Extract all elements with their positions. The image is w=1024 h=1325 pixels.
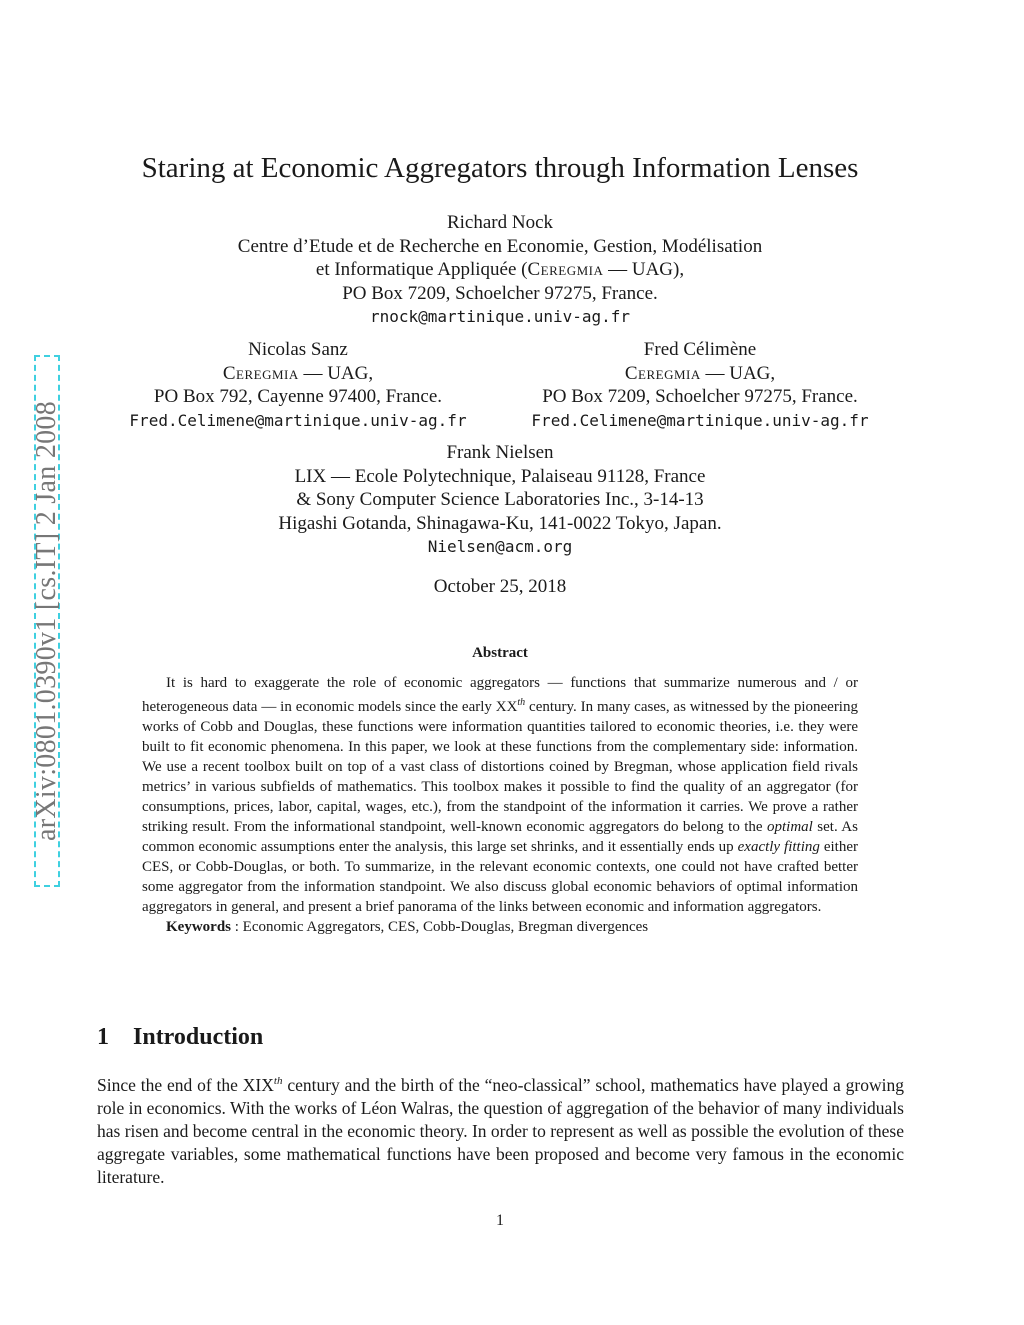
abstract-heading: Abstract xyxy=(472,645,528,661)
author-address: PO Box 7209, Schoelcher 97275, France. xyxy=(542,386,858,407)
page-number: 1 xyxy=(496,1212,504,1229)
paper-date: October 25, 2018 xyxy=(433,576,567,597)
intro-paragraph: Since the end of the XIXth century and the birth of the “neo-classical” school, mathematics have played a growing role in economics. With the works of Léon Walras, the question of aggregation of the behavior of many individuals has risen and become central in the economic theory. In order to represent as well as possible the evolution of these aggregate variables, some mathematical functions have been proposed and become very famous in the economic literature. xyxy=(97,1074,904,1187)
author-affiliation: et Informatique Appliquée (Ceregmia — UAG), xyxy=(315,259,685,280)
author-email[interactable]: Nielsen@acm.org xyxy=(427,537,573,556)
author-affiliation: Centre d’Etude et de Recherche en Economie, Gestion, Modélisation xyxy=(237,235,763,257)
author-affiliation: Ceregmia — UAG, xyxy=(222,362,374,384)
author-email[interactable]: Fred.Celimene@martinique.univ-ag.fr xyxy=(129,410,467,430)
author-name: Richard Nock xyxy=(446,212,554,233)
author-affiliation: Higashi Gotanda, Shinagawa-Ku, 141-0022 Tokyo, Japan. xyxy=(278,512,722,534)
author-name: Frank Nielsen xyxy=(446,442,554,463)
author-email[interactable]: rnock@martinique.univ-ag.fr xyxy=(369,307,631,326)
author-name: Nicolas Sanz xyxy=(248,339,348,360)
arxiv-stamp: arXiv:0801.0390v1 [cs.IT] 2 Jan 2008 xyxy=(31,400,62,842)
author-address: PO Box 792, Cayenne 97400, France. xyxy=(153,386,443,407)
author-sanz xyxy=(98,338,498,432)
author-nock xyxy=(0,211,1000,329)
section-heading-introduction: 1 Introduction xyxy=(97,1024,264,1050)
introduction-body xyxy=(97,1070,904,1189)
author-celimene xyxy=(500,338,900,432)
author-affiliation: LIX — Ecole Polytechnique, Palaiseau 91128, France xyxy=(294,465,706,487)
author-email[interactable]: Fred.Celimene@martinique.univ-ag.fr xyxy=(531,410,869,430)
author-name: Fred Célimène xyxy=(643,339,757,360)
abstract-paragraph: It is hard to exaggerate the role of economic aggregators — functions that summarize numerous and / or heterogeneous data — in economic models since the early XXth century. In many cases, as witnessed by the pioneering works of Cobb and Douglas, these functions were information quantities tailored to economic theories, i.e. they were built to fit economic phenomena. In this paper, we look at these functions from the complementary side: information. We use a recent toolbox built on top of a vast class of distortions coined by Bregman, whose application field rivals metrics’ in various subfields of mathematics. This toolbox makes it possible to find the quality of an aggregator (for consumptions, prices, labor, capital, wages, etc.), from the standpoint of the information it carries. We prove a rather striking result. From the informational standpoint, well-known economic aggregators do belong to the optimal set. As common economic assumptions enter the analysis, this large set shrinks, and it essentially ends up exactly fitting either CES, or Cobb-Douglas, or both. To summarize, in the relevant economic contexts, one could not have crafted better some aggregator from the information standpoint. We also discuss global economic behaviors of optimal information aggregators in general, and present a brief panorama of the links between economic and information aggregators. xyxy=(142,675,858,915)
author-address: PO Box 7209, Schoelcher 97275, France. xyxy=(342,282,658,304)
paper-title: Staring at Economic Aggregators through Information Lenses xyxy=(141,152,859,184)
keywords: Keywords : Economic Aggregators, CES, Cobb-Douglas, Bregman divergences xyxy=(166,919,649,935)
abstract-body xyxy=(142,673,858,937)
author-affiliation: Ceregmia — UAG, xyxy=(624,362,776,384)
author-affiliation: & Sony Computer Science Laboratories Inc., 3-14-13 xyxy=(296,489,704,510)
author-nielsen xyxy=(0,441,1000,559)
